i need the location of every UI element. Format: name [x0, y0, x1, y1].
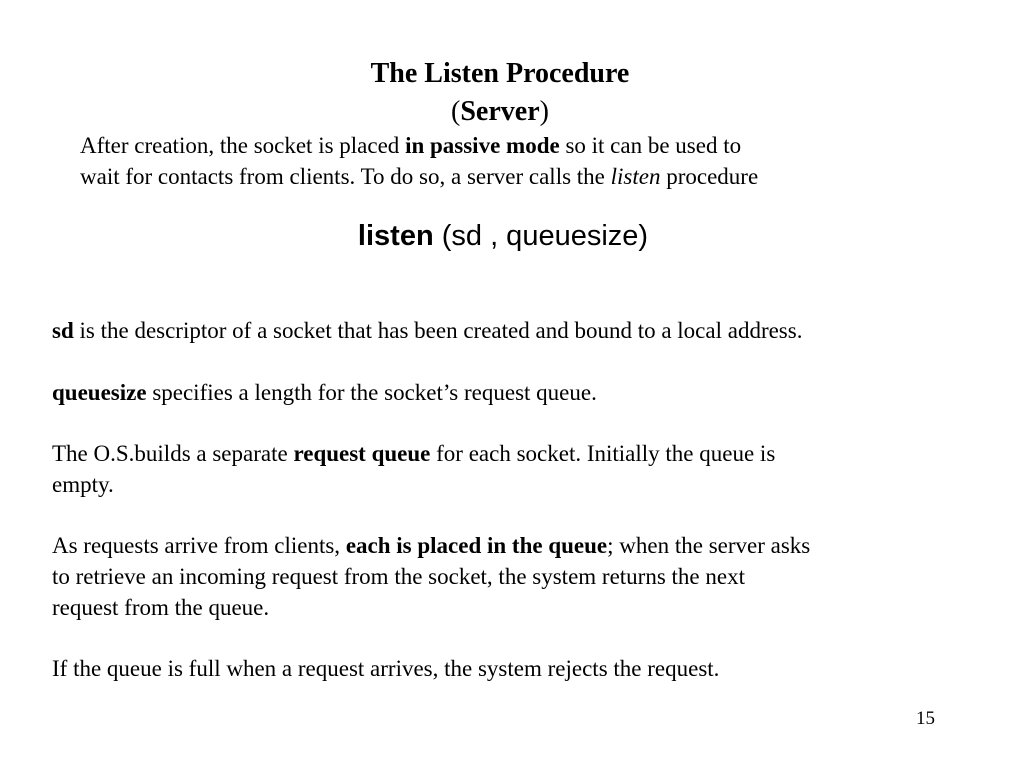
definition-text: specifies a length for the socket’s request queue. — [146, 380, 597, 405]
paragraph-full-queue: If the queue is full when a request arrives, the system rejects the request. — [52, 656, 720, 681]
paragraph-request-queue — [52, 438, 775, 500]
intro-passive-mode: in passive mode — [405, 133, 560, 158]
term-queuesize: queuesize — [52, 380, 147, 405]
subtitle-open-paren: ( — [451, 96, 461, 127]
paragraph-sd — [52, 315, 802, 346]
intro-text: wait for contacts from clients. To do so, a server calls the — [80, 164, 611, 189]
definition-text: is the descriptor of a socket that has been created and bound to a local address. — [73, 318, 803, 343]
paragraph-text: for each socket. Initially the queue is — [430, 441, 776, 466]
paragraph-text: to retrieve an incoming request from the socket, the system returns the next — [52, 564, 745, 589]
signature-function-name: listen — [357, 220, 434, 252]
listen-signature — [0, 220, 1006, 253]
paragraph-text: The O.S.builds a separate — [52, 441, 294, 466]
paragraph-text: empty. — [52, 472, 114, 497]
intro-text: procedure — [660, 164, 759, 189]
intro-listen-italic: listen — [610, 164, 661, 189]
paragraph-text: ; when the server asks — [607, 533, 811, 558]
intro-text: After creation, the socket is placed — [80, 133, 406, 158]
term-request-queue: request queue — [293, 441, 431, 466]
intro-line-2 — [80, 164, 758, 190]
paragraph-text: As requests arrive from clients, — [52, 533, 346, 558]
term-placed-in-queue: each is placed in the queue — [345, 533, 608, 558]
intro-line-1 — [80, 133, 741, 159]
signature-arguments: (sd , queuesize) — [433, 220, 649, 252]
slide-subtitle — [0, 96, 1000, 128]
intro-text: so it can be used to — [559, 133, 742, 158]
subtitle-close-paren: ) — [539, 96, 549, 127]
slide-title: The Listen Procedure — [370, 58, 630, 89]
subtitle-server: Server — [460, 96, 540, 127]
paragraph-text: request from the queue. — [52, 595, 270, 620]
term-sd: sd — [52, 318, 74, 343]
paragraph-queuesize — [52, 377, 597, 408]
page-number: 15 — [916, 708, 935, 729]
paragraph-arrival — [52, 530, 810, 623]
